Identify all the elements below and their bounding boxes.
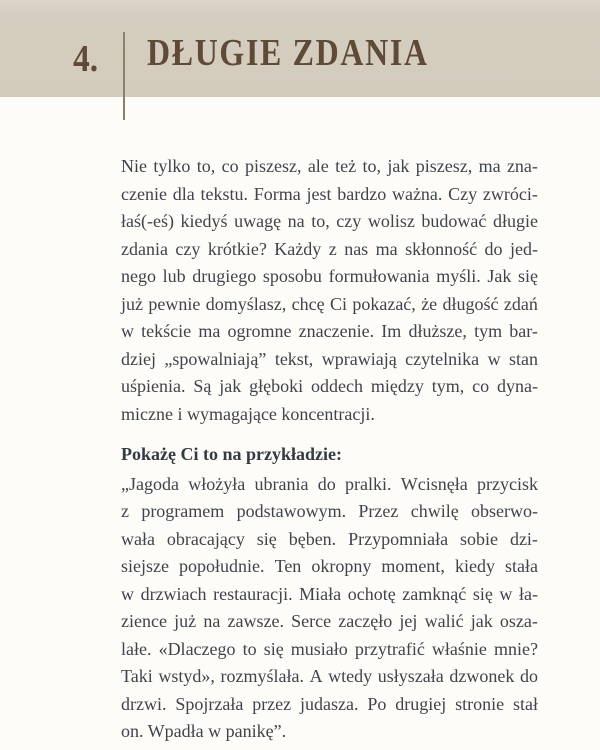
text-line: z programem podstawowym. Przez chwilę obserwo- bbox=[121, 501, 538, 521]
chapter-header bbox=[0, 0, 600, 97]
text-line: dziej „spowalniają” tekst, wprawiają czytelnika w stan bbox=[121, 348, 538, 369]
text-line: nego lub drugiego sposobu formułowania myśli. Jak się bbox=[121, 266, 538, 286]
text-line: Nie tylko to, co piszesz, ale też to, jak piszesz, ma zna- bbox=[121, 156, 538, 176]
text-line: siejsze popołudnie. Ten okropny moment, kiedy stała bbox=[121, 556, 538, 576]
intro-paragraph bbox=[121, 153, 538, 428]
text-line: lałe. «Dlaczego to się musiało przytrafić właśnie mnie? bbox=[121, 638, 538, 659]
text-line: zdania czy krótkie? Każdy z nas ma skłonność do jed- bbox=[121, 238, 538, 259]
text-line: „Jagoda włożyła ubrania do pralki. Wcisnęła przycisk bbox=[121, 473, 538, 494]
text-line: w drzwiach restauracji. Miała ochotę zamknąć się w ła- bbox=[121, 583, 538, 604]
text-line: uśpienia. Są jak głęboki oddech między tym, co dyna- bbox=[121, 376, 538, 396]
example-heading: Pokażę Ci to na przykładzie: bbox=[121, 444, 342, 464]
text-line: miczne i wymagające koncentracji. bbox=[121, 403, 375, 424]
text-line: wała obracający się bęben. Przypomniała sobie dzi- bbox=[121, 528, 538, 549]
text-line: już pewnie domyślasz, chcę Ci pokazać, że długość zdań bbox=[121, 293, 538, 314]
chapter-divider-line bbox=[123, 32, 125, 120]
text-line: czenie dla tekstu. Forma jest bardzo ważna. Czy zwróci- bbox=[121, 183, 538, 204]
text-line: łaś(-eś) kiedyś uwagę na to, czy wolisz budować długie bbox=[121, 211, 538, 231]
example-paragraph bbox=[121, 471, 538, 746]
text-line: zience już na zawsze. Serce zaczęło jej walić jak osza- bbox=[121, 611, 538, 631]
text-line: drzwi. Spojrzała przez judasza. Po drugiej stronie stał bbox=[121, 693, 538, 714]
text-line: w tekście ma ogromne znaczenie. Im dłuższe, tym bar- bbox=[121, 321, 538, 341]
page-content bbox=[0, 97, 600, 746]
chapter-number: 4. bbox=[73, 38, 99, 80]
chapter-title: DŁUGIE ZDANIA bbox=[147, 32, 429, 74]
text-line: Taki wstyd», rozmyślała. A wtedy usłyszała dzwonek do bbox=[121, 666, 538, 686]
text-line: on. Wpadła w panikę”. bbox=[121, 721, 287, 741]
